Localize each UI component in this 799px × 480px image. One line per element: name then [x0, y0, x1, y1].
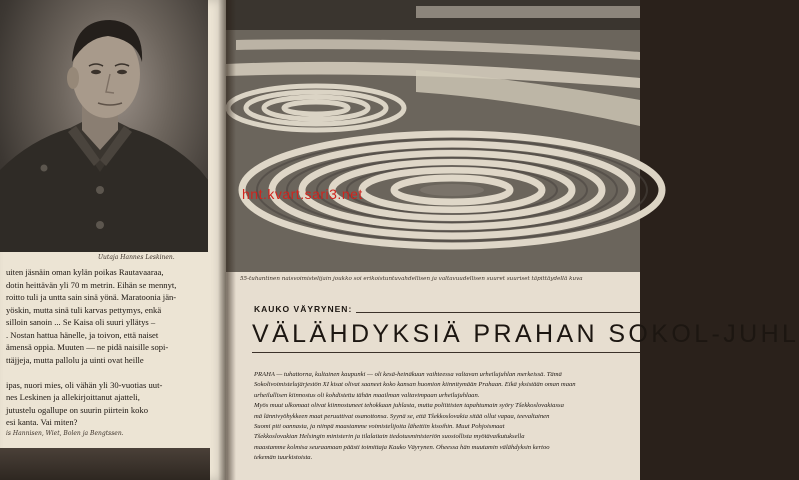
article-line: dotin heittävän yli 70 m metrin. Eihän se mennyt, [6, 279, 177, 290]
portrait-photo [0, 0, 208, 252]
lede-line: urheilullisen kiinnostus oli kohdistettu tähän maailman valtavimpaan urheilujuhlaan. [254, 391, 480, 399]
bottom-photo-caption: is Hannisen, Wiet, Bolen ja Bengtssen. [6, 430, 124, 437]
article-line: esi kanta. Vai miten? [6, 417, 78, 427]
article-line: jutustelu ogallupe on suurin piirtein koko [6, 404, 149, 415]
portrait-illustration [0, 0, 208, 252]
stadium-caption: 55-tuhantinen naisvoimistelijain joukko soi erikoistuntuvahdellisen ja valtavuudellisen suuret suuriset täpittäydellä kuva [240, 276, 583, 282]
article-line: roitto tuli ja untta sain sinä yönä. Maratoonia jän- [6, 292, 177, 302]
article-line: uiten jäsnäin oman kylän poikas Rautavaaraa, [6, 267, 164, 277]
divider [252, 352, 640, 353]
lede-line: Myös muut ulkomaat olivat kiinnostuneet tehokkaan juhlasta, mutta poliittisten tapahtumain syöry Tšekkoslovakiassa [254, 402, 564, 410]
left-article [6, 266, 218, 429]
book-gutter [218, 0, 236, 480]
article-line: nes Leskinen ja allekirjoittanut ajatteli, [6, 392, 140, 402]
article-line: yöskin, mutta sinä tuli karvas pettymys, enkä [6, 304, 162, 315]
article-line: ämensä oppia. Muuten — ne pidä naisille sopi- [6, 342, 169, 352]
article-lede [254, 370, 640, 464]
lede-line: mä lännivyöhykkeen maat peruuttivat osanottonsa. Syynä se, että Tšekkoslovakia sitää ollut vapaa, teevaltainen [254, 412, 550, 420]
lede-line: Suomi piti oannasta, ja niinpä maastamme voimistelijoita lähettiin kisoihin. Muut Pohjoismaat [254, 423, 505, 431]
lede-line: tekemän tuurkistoista. [254, 454, 313, 462]
article-line: ttäjjeja, mutta pallolu ja uinti ovat heille [6, 354, 144, 365]
article-line: . Nostan hattua hänelle, ja toivon, että naiset [6, 329, 159, 340]
article-line: ipas, nuori mies, oli vähän yli 30-vuotias uut- [6, 379, 163, 390]
author-name: KAUKO VÄYRYNEN: [254, 304, 353, 314]
divider [356, 312, 640, 313]
lede-line: Sokolivoimistelujärjestön XI kisat olivat saaneet koko kansan huomion kiinnitymään Prahaan. Eikä yksistään oman maan [254, 381, 576, 389]
stadium-photo [226, 0, 640, 272]
portrait-caption: Uutaja Hannes Leskinen. [98, 254, 175, 261]
headline: VÄLÄHDYKSIÄ PRAHAN SOKOL-JUHL [252, 320, 799, 348]
lede-line: Tšekkoslovakian Helsingin ministerin ja tilalaitain tiedotusministeriön suosiollista myötävaikutuksella [254, 433, 525, 441]
stadium-illustration [226, 0, 640, 272]
article-line [6, 366, 218, 379]
article-line: silloin sanoin ... Se Kaisa oli suuri yllätys – [6, 317, 156, 327]
lede-line: PRAHA — tuhattorna, kultainen kaupunki — oli kesä-heinäkuun vaihteessa valtavan urheilujuhlan merkeissä. Tämä [254, 371, 562, 378]
lede-line: maastamme kolmisa seuraamaan päästi toimittaja Kauko Väyrynen. Oheessa hän muutamin välähdyksin kertoo [254, 443, 550, 451]
watermark-text: hnt.kvart.sari3.net [242, 186, 363, 202]
bottom-photo [0, 448, 210, 480]
left-page [0, 0, 226, 480]
